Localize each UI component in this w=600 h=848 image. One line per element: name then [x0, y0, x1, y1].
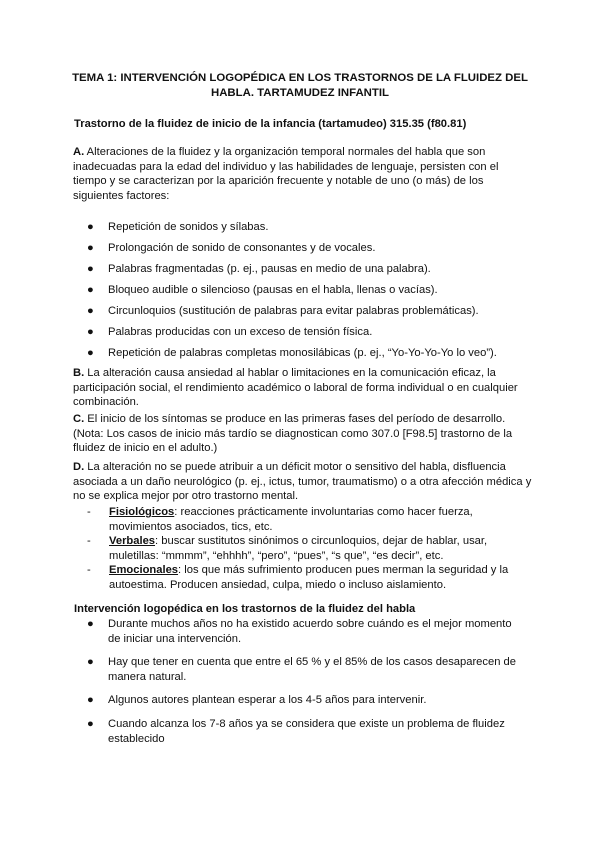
dash-icon: - — [87, 535, 91, 548]
dash-icon: - — [87, 506, 91, 518]
list-item: ● Repetición de palabras completas monosilábicas (p. ej., “Yo-Yo-Yo-Yo lo veo”). — [87, 347, 497, 359]
criterion-d — [73, 460, 533, 504]
bullet-icon: ● — [87, 305, 94, 317]
criterion-c-letter: C. — [73, 413, 85, 425]
criterion-d-text: La alteración no se puede atribuir a un déficit motor o sensitivo del habla, disfluencia asociada a un daño neurológico (p. ej., ictus, tumor, traumatismo) o a otra afección médica y no se explica mejor por otro trastorno mental. — [73, 461, 532, 503]
list-item: - Verbales: buscar sustitutos sinónimos o circunloquios, dejar de hablar, usar, muletillas: “mmmm”, “ehhhh”, “pero”, “pues”, “s que”, “es decir”, etc. — [87, 535, 488, 562]
bullet-icon: ● — [87, 284, 94, 296]
reactions-list — [73, 505, 513, 593]
list-item: - Emocionales: los que más sufrimiento producen pues merman la seguridad y la autoestima. Producen ansiedad, culpa, miedo o incluso aislamiento. — [87, 564, 509, 591]
bullet-icon: ● — [87, 694, 94, 707]
list-item: ● Prolongación de sonido de consonantes y de vocales. — [87, 242, 376, 254]
criterion-a-text: Alteraciones de la fluidez y la organización temporal normales del habla que son inadecuadas para la edad del individuo y las habilidades de lenguaje, persisten con el tiempo y se caracterizan por la aparición frecuente y notable de uno (o más) de los siguientes factores: — [73, 146, 499, 202]
list-item: ● Algunos autores plantean esperar a los 4-5 años para intervenir. — [87, 694, 427, 707]
bullet-icon: ● — [87, 618, 94, 630]
criterion-b-letter: B. — [73, 367, 85, 379]
bullet-icon: ● — [87, 221, 94, 233]
criterion-d-letter: D. — [73, 461, 85, 473]
list-item: ● Bloqueo audible o silencioso (pausas en el habla, llenas o vacías). — [87, 284, 438, 296]
factors-list — [73, 220, 533, 367]
criterion-b — [73, 366, 533, 410]
criterion-a-letter: A. — [73, 146, 85, 158]
list-item: ● Palabras producidas con un exceso de tensión física. — [87, 326, 373, 338]
bullet-icon: ● — [87, 347, 94, 359]
intervention-list — [73, 617, 523, 755]
list-item: ● Circunloquios (sustitución de palabras para evitar palabras problemáticas). — [87, 305, 479, 317]
list-item: ● Palabras fragmentadas (p. ej., pausas en medio de una palabra). — [87, 263, 431, 275]
list-item: ● Hay que tener en cuenta que entre el 65 % y el 85% de los casos desaparecen de manera natural. — [87, 656, 516, 683]
criterion-b-text: La alteración causa ansiedad al hablar o limitaciones en la comunicación eficaz, la participación social, el rendimiento académico o laboral de forma individual o en cualquier combinación. — [73, 367, 518, 409]
criterion-a — [73, 145, 533, 203]
document-title: TEMA 1: INTERVENCIÓN LOGOPÉDICA EN LOS TRASTORNOS DE LA FLUIDEZ DEL HABLA. TARTAMUDEZ INFANTIL — [72, 72, 528, 99]
bullet-icon: ● — [87, 242, 94, 254]
bullet-icon: ● — [87, 326, 94, 338]
list-item: - Fisiológicos: reacciones prácticamente involuntarias como hacer fuerza, movimientos asociados, tics, etc. — [87, 506, 473, 533]
criterion-c — [73, 412, 533, 456]
bullet-icon: ● — [87, 656, 94, 669]
section-heading-intervencion: Intervención logopédica en los trastornos de la fluidez del habla — [74, 603, 416, 615]
bullet-icon: ● — [87, 263, 94, 275]
dash-icon: - — [87, 564, 91, 577]
list-item: ● Durante muchos años no ha existido acuerdo sobre cuándo es el mejor momento de iniciar una intervención. — [87, 618, 512, 645]
bullet-icon: ● — [87, 717, 94, 730]
section-heading-trastorno: Trastorno de la fluidez de inicio de la infancia (tartamudeo) 315.35 (f80.81) — [74, 118, 467, 130]
list-item: ● Repetición de sonidos y sílabas. — [87, 221, 269, 233]
list-item: ● Cuando alcanza los 7-8 años ya se considera que existe un problema de fluidez establecido — [87, 717, 505, 745]
criterion-c-text: El inicio de los síntomas se produce en las primeras fases del período de desarrollo. (Nota: Los casos de inicio más tardío se diagnostican como 307.0 [F98.5] trastorno de la fluidez de inicio en el adulto.) — [73, 413, 513, 455]
